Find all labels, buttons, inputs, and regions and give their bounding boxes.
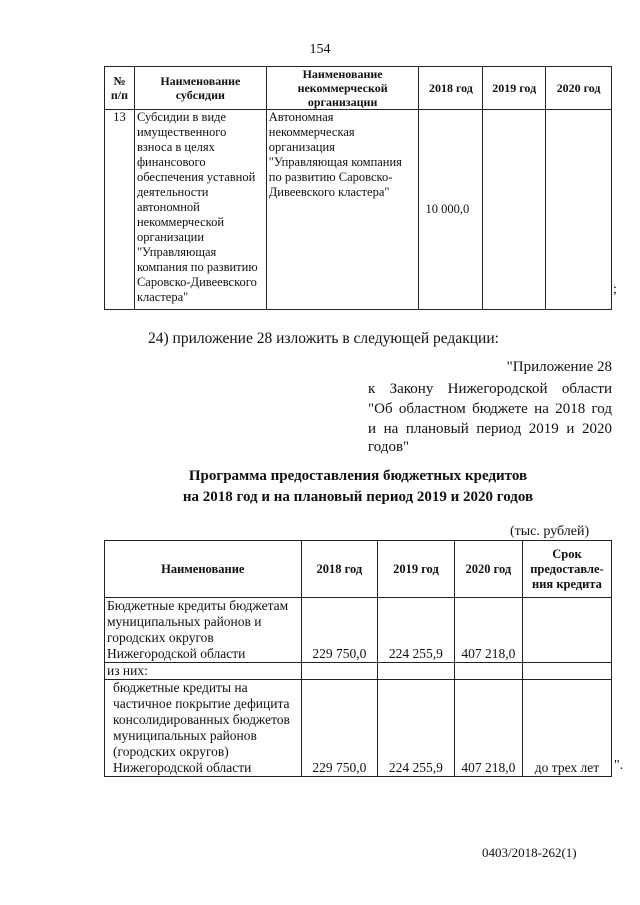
organization-name: Автономная некоммерческая организация "Управляющая компания по развитию Саровско-Дивеевского кластера"	[266, 110, 419, 310]
units-label: (тыс. рублей)	[510, 524, 590, 539]
header-organization: Наименование некоммерческой организации	[266, 67, 419, 110]
row-term: до трех лет	[522, 680, 611, 777]
row-2019: 224 255,9	[378, 680, 455, 777]
appendix-line-1: к Закону Нижегородской области	[368, 381, 612, 397]
subsidy-name: Субсидии в виде имущественного взноса в целях финансового обеспечения уставной деятельности автономной некоммерческой организации "Управляющая компания по развитию Саровско-Дивеевского кластера"	[134, 110, 266, 310]
header-subsidy: Наименование субсидии	[134, 67, 266, 110]
value-2020	[546, 110, 612, 310]
document-code: 0403/2018-262(1)	[482, 845, 577, 860]
table-row	[105, 680, 612, 777]
row-2018: 229 750,0	[301, 680, 378, 777]
row-name: Бюджетные кредиты бюджетам муниципальных районов и городских округов Нижегородской области	[105, 598, 302, 663]
header-name: Наименование	[105, 541, 302, 598]
row-2018: 229 750,0	[301, 598, 378, 663]
header-2018: 2018 год	[419, 67, 483, 110]
table-row	[105, 110, 612, 310]
amendment-paragraph: 24) приложение 28 изложить в следующей редакции:	[148, 330, 499, 347]
program-title	[104, 466, 612, 508]
appendix-title: "Приложение 28	[506, 359, 612, 375]
header-2019: 2019 год	[378, 541, 455, 598]
page-number: 154	[309, 42, 331, 57]
row-2019	[378, 663, 455, 680]
header-2020: 2020 год	[546, 67, 612, 110]
header-term: Срок предоставле-ния кредита	[522, 541, 611, 598]
row-term	[522, 598, 611, 663]
header-2018: 2018 год	[301, 541, 378, 598]
row-term	[522, 663, 611, 680]
value-2019	[483, 110, 546, 310]
table-row	[105, 663, 612, 680]
table1-end-mark: ;	[613, 282, 617, 297]
header-2019: 2019 год	[483, 67, 546, 110]
header-2020: 2020 год	[454, 541, 522, 598]
row-2020: 407 218,0	[454, 680, 522, 777]
row-2020: 407 218,0	[454, 598, 522, 663]
value-2018: 10 000,0	[419, 110, 483, 310]
header-num: № п/п	[105, 67, 135, 110]
appendix-line-2: "Об областном бюджете на 2018 год	[368, 401, 612, 417]
table-row	[105, 598, 612, 663]
table2-end-mark: ".	[614, 758, 624, 773]
program-title-line-2: на 2018 год и на плановый период 2019 и 2020 годов	[182, 489, 534, 505]
subsidy-table	[104, 66, 612, 310]
program-title-line-1: Программа предоставления бюджетных кредитов	[188, 468, 528, 484]
appendix-line-4: годов"	[368, 439, 410, 455]
row-2019: 224 255,9	[378, 598, 455, 663]
row-name: бюджетные кредиты на частичное покрытие дефицита консолидированных бюджетов муниципальных районов (городских округов) Нижегородской области	[105, 680, 302, 777]
row-name: из них:	[105, 663, 302, 680]
row-num: 13	[105, 110, 135, 310]
row-2020	[454, 663, 522, 680]
credit-program-table	[104, 540, 612, 777]
appendix-line-3: и на плановый период 2019 и 2020	[368, 421, 612, 437]
row-2018	[301, 663, 378, 680]
